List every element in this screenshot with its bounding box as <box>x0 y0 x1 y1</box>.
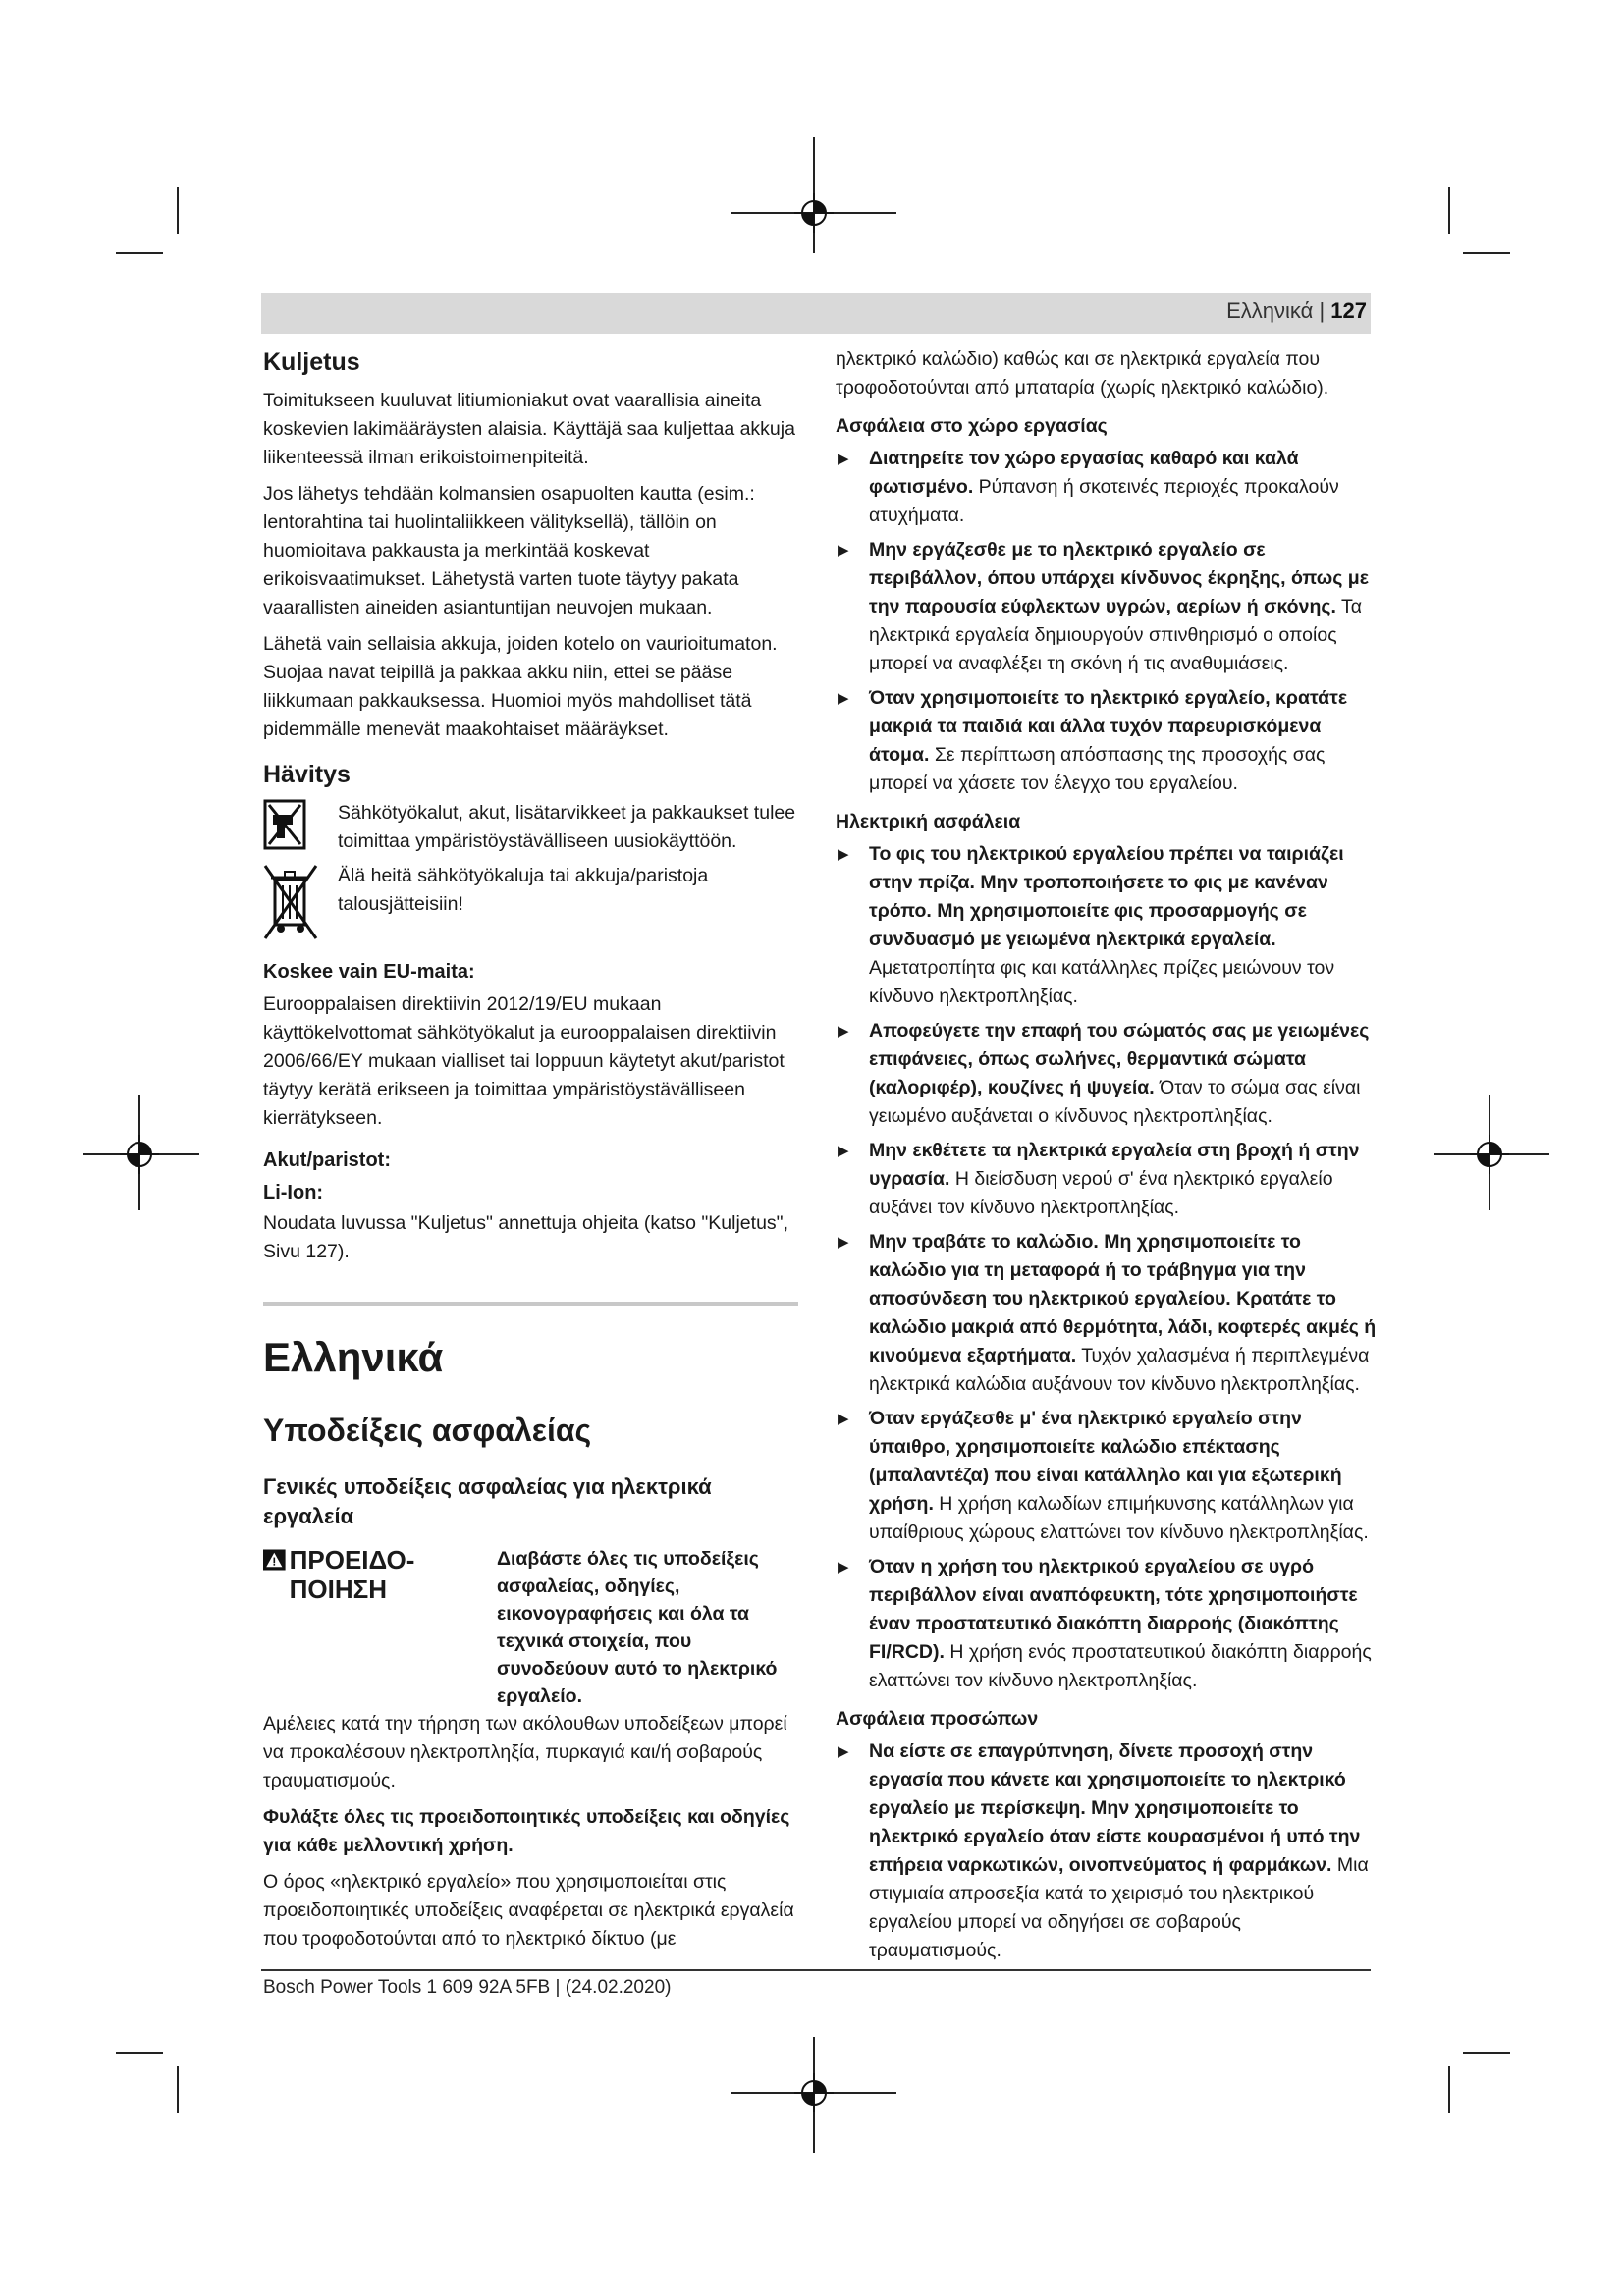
crop-mark <box>116 252 163 254</box>
list-item-text: Όταν το σώμα σας είναι γειωμένο αυξάνεται ο κίνδυνος ηλεκτροπληξίας. <box>869 1077 1361 1127</box>
batteries-text: Noudata luvussa "Kuljetus" annettuja ohjeita (katso "Kuljetus", Sivu 127). <box>263 1212 789 1262</box>
registration-target-icon <box>792 191 836 235</box>
disposal-item <box>263 799 798 856</box>
recycle-tool-icon <box>263 799 306 852</box>
warning-block <box>263 1545 798 1710</box>
term-definition-text: Ο όρος «ηλεκτρικό εργαλείο» που χρησιμοποιείται στις προειδοποιητικές υποδείξεις αναφέρεται σε ηλεκτρικά εργαλεία που τροφοδοτούνται από το ηλεκτρικό δίκτυο (με <box>263 1871 794 1949</box>
right-column <box>836 346 1379 1971</box>
list-item-text: Ρύπανση ή σκοτεινές περιοχές προκαλούν ατυχήματα. <box>869 476 1339 526</box>
list-item <box>836 1737 1379 1965</box>
list-item-bold: Αποφεύγετε την επαφή του σώματός σας με γειωμένες επιφάνειες, όπως σωλήνες, θερμαντικά σώματα (καλοριφέρ), κουζίνες ή ψυγεία. <box>869 1020 1370 1098</box>
term-continuation-text: ηλεκτρικό καλώδιο) καθώς και σε ηλεκτρικά εργαλεία που τροφοδοτούνται από μπαταρία (χωρίς ηλεκτρικό καλώδιο). <box>836 348 1329 399</box>
crop-mark <box>1448 2066 1450 2113</box>
list-item-bold: Διατηρείτε τον χώρο εργασίας καθαρό και καλά φωτισμένο. <box>869 448 1299 498</box>
crop-mark <box>116 2052 163 2054</box>
header-language: Ελληνικά <box>1226 298 1314 323</box>
transport-paragraph-1: Toimitukseen kuuluvat litiumioniakut ovat vaarallisia aineita koskevien lakimääräysten alaisia. Käyttäjä saa kuljettaa akkuja liikenteessä ilman erikoistoimenpiteitä. <box>263 390 795 468</box>
transport-heading: Kuljetus <box>263 348 360 376</box>
list-item <box>836 536 1379 678</box>
list-item <box>836 840 1379 1011</box>
list-item-text: Αμετατροπίητα φις και κατάλληλες πρίζες μειώνουν τον κίνδυνο ηλεκτροπληξίας. <box>869 957 1335 1007</box>
li-ion-heading: Li-Ion: <box>263 1182 324 1203</box>
bullet-arrow-icon: ▶ <box>838 1743 849 1760</box>
list-item-text: Η χρήση καλωδίων επιμήκυνσης κατάλληλων για υπαίθριους χώρους ελαττώνει τον κίνδυνο ηλεκτροπληξίας. <box>869 1493 1369 1543</box>
disposal-text-2: Älä heitä sähkötyökaluja tai akkuja/paristoja talousjätteisiin! <box>338 865 709 915</box>
list-item-bold: Όταν χρησιμοποιείτε το ηλεκτρικό εργαλείο, κρατάτε μακριά τα παιδιά και άλλα τυχόν παρευρισκόμενα άτομα. <box>869 687 1348 766</box>
safety-title: Υποδείξεις ασφαλείας <box>263 1413 592 1448</box>
list-item-text: Τυχόν χαλασμένα ή περιπλεγμένα ηλεκτρικά καλώδια αυξάνουν τον κίνδυνο ηλεκτροπληξίας. <box>869 1345 1370 1395</box>
footer-divider <box>261 1969 1371 1971</box>
list-item <box>836 1137 1379 1222</box>
batteries-heading: Akut/paristot: <box>263 1149 391 1171</box>
disposal-heading: Hävitys <box>263 761 351 788</box>
list-item-text: Η διείσδυση νερού σ' ένα ηλεκτρικό εργαλείο αυξάνει τον κίνδυνο ηλεκτροπληξίας. <box>869 1168 1333 1218</box>
language-title: Ελληνικά <box>263 1334 444 1380</box>
registration-target-icon <box>1468 1133 1511 1176</box>
header-text <box>1226 298 1371 324</box>
list-item-bold: Το φις του ηλεκτρικού εργαλείου πρέπει να ταιριάζει στην πρίζα. Μην τροποποιήσετε το φις με κανέναν τρόπο. Μη χρησιμοποιείτε φις προσαρμογής σε συνδυασμό με γειωμένα ηλεκτρικά εργαλεία. <box>869 843 1344 950</box>
list-item <box>836 1228 1379 1399</box>
list-item-bold: Μην τραβάτε το καλώδιο. Μη χρησιμοποιείτε το καλώδιο για τη μεταφορά ή το τράβηγμα για την αποσύνδεση του ηλεκτρικού εργαλείου. Κρατάτε το καλώδιο μακριά από θερμότητα, λάδι, κοφτερές ακμές ή κινούμενα εξαρτήματα. <box>869 1231 1377 1366</box>
list-item-text: Σε περίπτωση απόσπασης της προσοχής σας μπορεί να χάσετε τον έλεγχο του εργαλείου. <box>869 744 1326 794</box>
crop-mark <box>1463 252 1510 254</box>
disposal-text-1: Sähkötyökalut, akut, lisätarvikkeet ja pakkaukset tulee toimittaa ympäristöystävälliseen uusiokäyttöön. <box>338 802 796 852</box>
warning-label <box>263 1545 469 1604</box>
general-safety-title: Γενικές υποδείξεις ασφαλείας για ηλεκτρικά εργαλεία <box>263 1474 712 1528</box>
crop-mark <box>177 187 179 234</box>
bullet-arrow-icon: ▶ <box>838 846 849 863</box>
list-item-bold: Μην εργάζεσθε με το ηλεκτρικό εργαλείο σε περιβάλλον, όπου υπάρχει κίνδυνος έκρηξης, όπως με την παρουσία εύφλεκτων υγρών, αερίων ή σκόνης. <box>869 539 1369 617</box>
transport-paragraph-3: Lähetä vain sellaisia akkuja, joiden kotelo on vaurioitumaton. Suojaa navat teipillä ja pakkaa akku niin, ettei se pääse liikkumaan pakkauksessa. Huomioi myös mahdolliset tätä pidemmälle menevät maakohtaiset määräykset. <box>263 633 778 740</box>
bullet-arrow-icon: ▶ <box>838 690 849 707</box>
bullet-arrow-icon: ▶ <box>838 1023 849 1040</box>
eu-text: Eurooppalaisen direktiivin 2012/19/EU mukaan käyttökelvottomat sähkötyökalut ja eurooppalaisen direktiivin 2006/66/EY mukaan vialliset tai loppuun käytetyt akut/paristot täytyy kerätä erikseen ja toimittaa ympäristöystävälliseen kierrätykseen. <box>263 993 785 1129</box>
bullet-arrow-icon: ▶ <box>838 542 849 559</box>
list-item-bold: Όταν η χρήση του ηλεκτρικού εργαλείου σε υγρό περιβάλλον είναι αναπόφευκτη, τότε χρησιμοποιήστε έναν προστατευτικό διακόπτη διαρροής (διακόπτης FI/RCD). <box>869 1556 1358 1663</box>
list-item <box>836 1405 1379 1547</box>
list-item <box>836 445 1379 530</box>
page-header <box>261 293 1371 334</box>
bullet-arrow-icon: ▶ <box>838 1411 849 1427</box>
personal-safety-heading: Ασφάλεια προσώπων <box>836 1708 1039 1730</box>
warning-label-text: ΠΡΟΕΙΔΟ-ΠΟΙΗΣΗ <box>289 1545 415 1604</box>
work-area-heading: Ασφάλεια στο χώρο εργασίας <box>836 415 1108 437</box>
list-item-bold: Μην εκθέτετε τα ηλεκτρικά εργαλεία στη βροχή ή στην υγρασία. <box>869 1140 1360 1190</box>
page-number: 127 <box>1330 298 1367 323</box>
disposal-item <box>263 862 798 944</box>
crop-mark <box>177 2066 179 2113</box>
bullet-arrow-icon: ▶ <box>838 1143 849 1159</box>
warning-bold-text: Διαβάστε όλες τις υποδείξεις ασφαλείας, οδηγίες, εικονογραφήσεις και όλα τα τεχνικά στοιχεία, που συνοδεύουν αυτό το ηλεκτρικό εργαλείο. <box>497 1548 778 1707</box>
list-item-text: Μια στιγμιαία απροσεξία κατά το χειρισμό του ηλεκτρικού εργαλείου μπορεί να οδηγήσει σε σοβαρούς τραυματισμούς. <box>869 1854 1369 1961</box>
crossed-bin-icon <box>263 862 318 944</box>
bullet-arrow-icon: ▶ <box>838 1559 849 1575</box>
electrical-heading: Ηλεκτρική ασφάλεια <box>836 811 1021 832</box>
bullet-arrow-icon: ▶ <box>838 451 849 467</box>
bullet-arrow-icon: ▶ <box>838 1234 849 1251</box>
crop-mark <box>1463 2052 1510 2054</box>
section-divider <box>263 1302 798 1306</box>
header-separator: | <box>1313 298 1331 323</box>
warning-consequence-text: Αμέλειες κατά την τήρηση των ακόλουθων υποδείξεων μπορεί να προκαλέσουν ηλεκτροπληξία, πυρκαγιά και/ή σοβαρούς τραυματισμούς. <box>263 1713 787 1791</box>
registration-target-icon <box>118 1133 161 1176</box>
list-item-text: Η χρήση ενός προστατευτικού διακόπτη διαρροής ελαττώνει τον κίνδυνο ηλεκτροπληξίας. <box>869 1641 1372 1691</box>
list-item <box>836 684 1379 798</box>
list-item-bold: Να είστε σε επαγρύπνηση, δίνετε προσοχή στην εργασία που κάνετε και χρησιμοποιείτε το ηλεκτρικό εργαλείο με περίσκεψη. Μην χρησιμοποιείτε το ηλεκτρικό εργαλείο όταν είστε κουρασμένοι ή υπό την επήρεια ναρκωτικών, οινοπνεύματος ή φαρμάκων. <box>869 1740 1361 1876</box>
left-column <box>263 346 798 1961</box>
list-item-bold: Όταν εργάζεσθε μ' ένα ηλεκτρικό εργαλείο στην ύπαιθρο, χρησιμοποιείτε καλώδιο επέκτασης (μπαλαντέζα) που είναι κατάλληλο και για εξωτερική χρήση. <box>869 1408 1342 1515</box>
warning-triangle-icon <box>263 1547 286 1573</box>
keep-instructions-text: Φυλάξτε όλες τις προειδοποιητικές υποδείξεις και οδηγίες για κάθε μελλοντική χρήση. <box>263 1806 790 1856</box>
list-item-text: Τα ηλεκτρικά εργαλεία δημιουργούν σπινθηρισμό ο οποίος μπορεί να αναφλέξει τη σκόνη ή τις αναθυμιάσεις. <box>869 596 1363 674</box>
crop-mark <box>1448 187 1450 234</box>
eu-heading: Koskee vain EU-maita: <box>263 961 475 983</box>
registration-target-icon <box>792 2071 836 2114</box>
footer-text: Bosch Power Tools 1 609 92A 5FB | (24.02.2020) <box>263 1977 672 1998</box>
list-item <box>836 1017 1379 1131</box>
list-item <box>836 1553 1379 1695</box>
transport-paragraph-2: Jos lähetys tehdään kolmansien osapuolten kautta (esim.: lentorahtina tai huolintaliikkeen välityksellä), tällöin on huomioitava pakkausta ja merkintää koskevat erikoisvaatimukset. Lähetystä varten tuote täytyy pakata vaarallisten aineiden asiantuntijan neuvojen mukaan. <box>263 483 755 618</box>
